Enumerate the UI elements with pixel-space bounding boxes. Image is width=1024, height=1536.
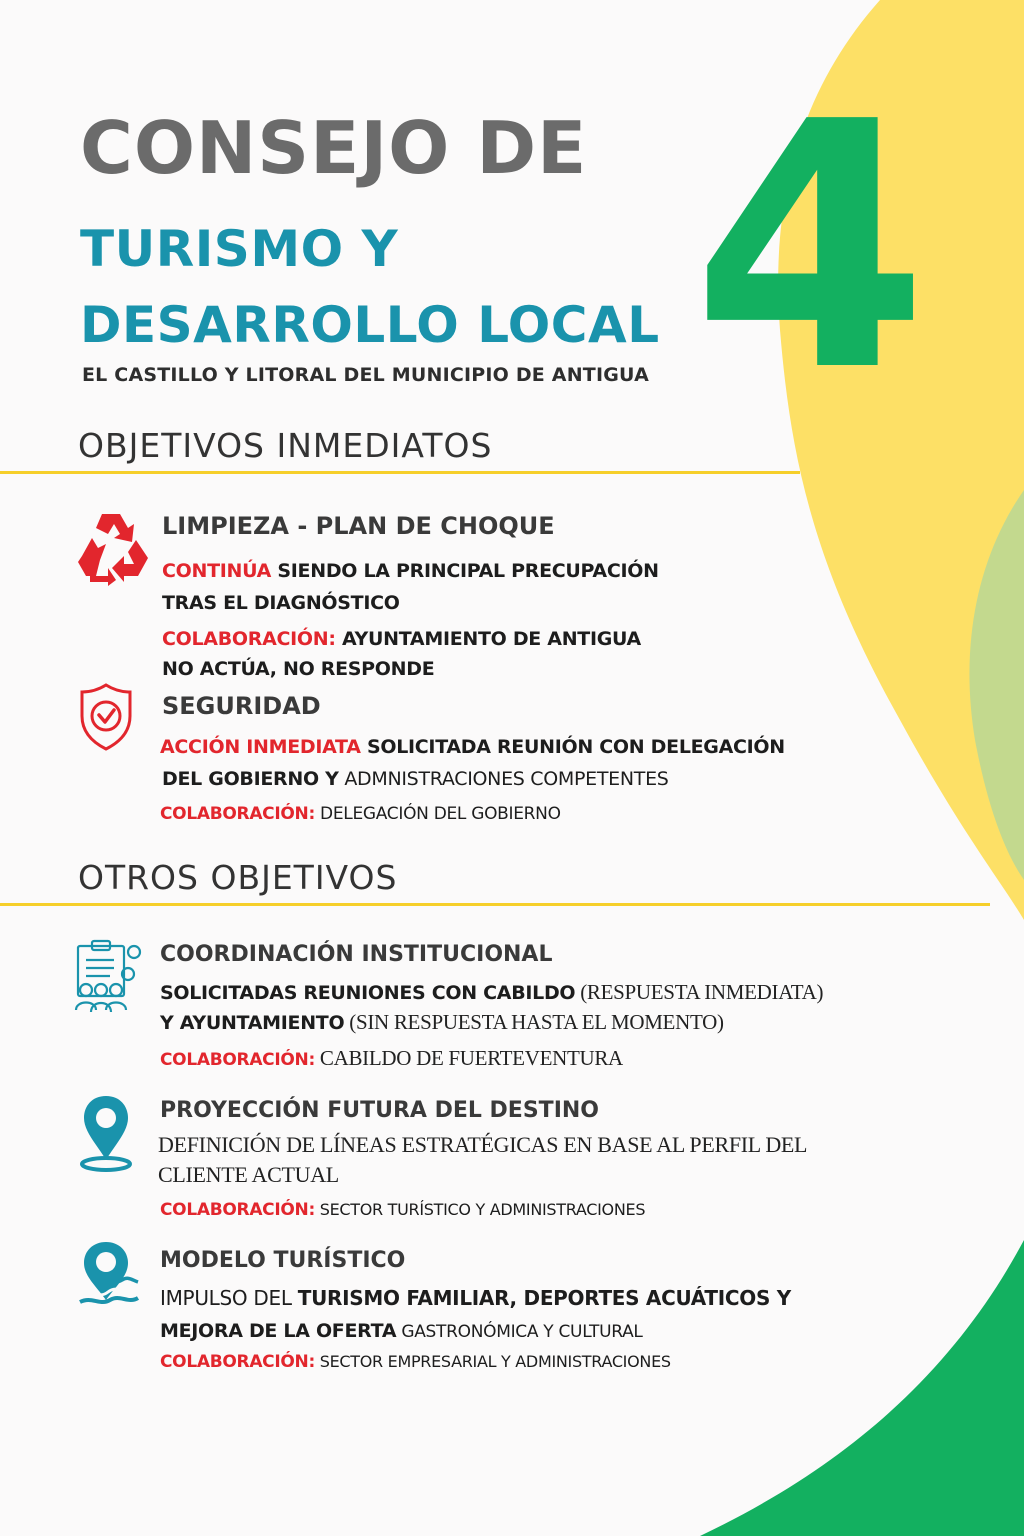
recycle-icon [76,510,154,591]
section-divider [0,471,800,474]
objective-status-line-2: Y AYUNTAMIENTO (SIN RESPUESTA HASTA EL MOMENTO) [160,1010,724,1034]
objective-item-coordinacion [72,938,932,1078]
objective-description: DEFINICIÓN DE LÍNEAS ESTRATÉGICAS EN BASE AL PERFIL DEL [158,1132,808,1157]
objective-status-line: IMPULSO DEL TURISMO FAMILIAR, DEPORTES ACUÁTICOS Y [160,1286,791,1310]
map-pin-icon [76,1094,136,1179]
objective-status-line-2: TRAS EL DIAGNÓSTICO [162,592,400,614]
section-title-immediate: OBJETIVOS INMEDIATOS [78,426,493,465]
collaboration-line: COLABORACIÓN: AYUNTAMIENTO DE ANTIGUA [162,628,641,650]
objective-status-line-2: DEL GOBIERNO Y ADMNISTRACIONES COMPETENTES [162,768,669,790]
collaboration-line: COLABORACIÓN: DELEGACIÓN DEL GOBIERNO [160,804,561,824]
objective-item-limpieza [76,510,856,680]
objective-heading: SEGURIDAD [162,692,321,720]
objective-heading: LIMPIEZA - PLAN DE CHOQUE [162,512,555,540]
clipboard-team-icon [72,938,144,1019]
objective-item-seguridad [76,680,856,830]
title-line-3: DESARROLLO LOCAL [80,296,660,354]
objective-status-line: CONTINÚA SIENDO LA PRINCIPAL PRECUPACIÓN [162,560,659,582]
subtitle: EL CASTILLO Y LITORAL DEL MUNICIPIO DE ANTIGUA [82,364,649,386]
section-title-other: OTROS OBJETIVOS [78,858,398,897]
collaboration-note: NO ACTÚA, NO RESPONDE [162,658,435,680]
objective-status-line-2: MEJORA DE LA OFERTA GASTRONÓMICA Y CULTURAL [160,1320,643,1342]
objective-heading: MODELO TURÍSTICO [160,1248,406,1273]
big-number: 4 [692,50,929,446]
objective-status-line: SOLICITADAS REUNIONES CON CABILDO (RESPUESTA INMEDIATA) [160,980,824,1004]
objective-item-modelo [72,1240,892,1380]
section-divider [0,903,990,906]
collaboration-line: COLABORACIÓN: SECTOR TURÍSTICO Y ADMINISTRACIONES [160,1200,646,1220]
objective-heading: PROYECCIÓN FUTURA DEL DESTINO [160,1098,599,1123]
title-line-2: TURISMO Y [80,220,399,278]
title-line-1: CONSEJO DE [80,106,588,190]
map-pin-waves-icon [76,1240,142,1315]
collaboration-line: COLABORACIÓN: SECTOR EMPRESARIAL Y ADMINISTRACIONES [160,1352,671,1372]
shield-check-icon [78,682,134,757]
objective-status-line: ACCIÓN INMEDIATA SOLICITADA REUNIÓN CON DELEGACIÓN [160,736,785,758]
collaboration-line: COLABORACIÓN: CABILDO DE FUERTEVENTURA [160,1046,623,1070]
objective-item-proyeccion [72,1094,892,1224]
objective-description-2: CLIENTE ACTUAL [158,1162,339,1187]
objective-heading: COORDINACIÓN INSTITUCIONAL [160,942,553,967]
